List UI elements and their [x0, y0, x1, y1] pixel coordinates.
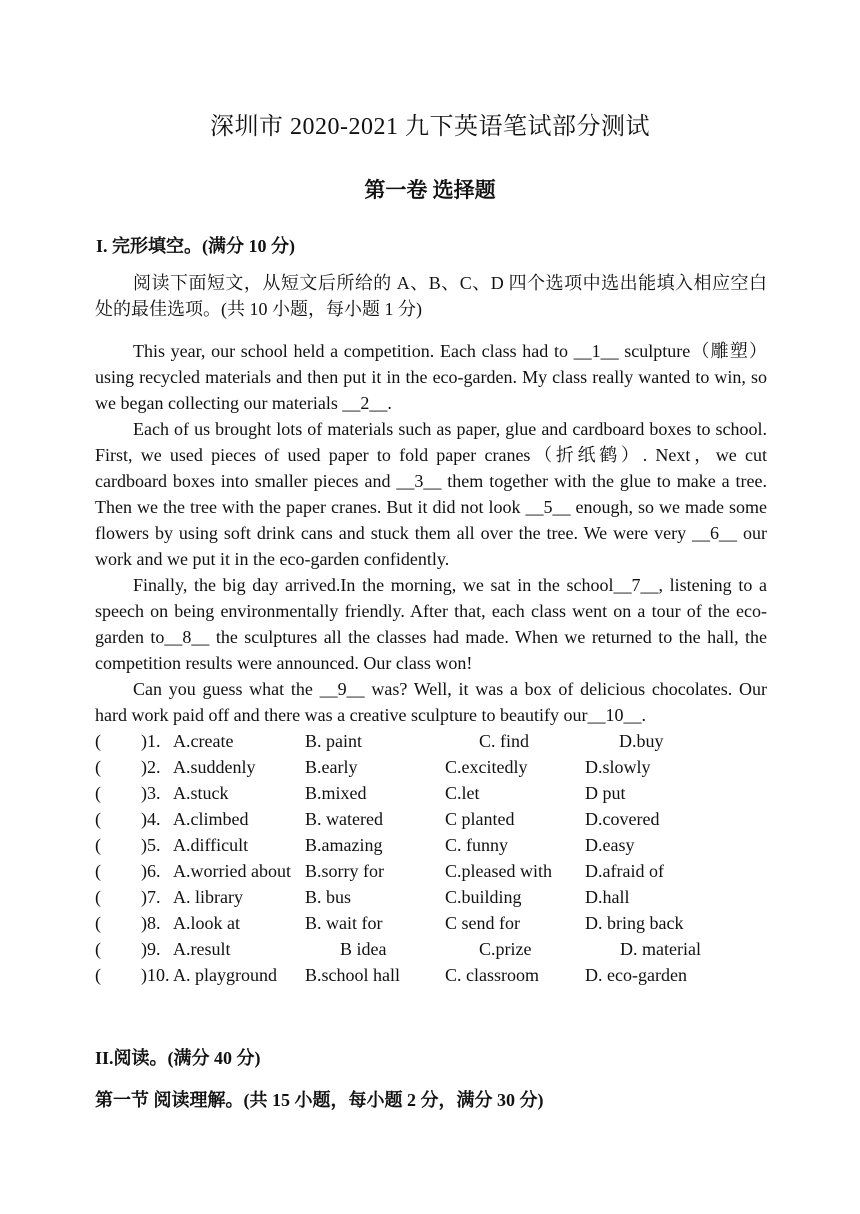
option-row [95, 832, 795, 858]
option-b: B.early [305, 757, 358, 777]
option-a: A.stuck [173, 783, 229, 803]
answer-bracket-open: ( [95, 757, 101, 777]
option-row [95, 858, 795, 884]
option-d: D.slowly [585, 757, 651, 777]
answer-options-list [95, 728, 795, 988]
option-row [95, 728, 795, 754]
option-d: D put [585, 783, 626, 803]
option-b: B. wait for [305, 913, 383, 933]
option-a: A.worried about [173, 861, 291, 881]
option-c: C send for [445, 913, 520, 933]
option-c: C. funny [445, 835, 508, 855]
answer-bracket-open: ( [95, 809, 101, 829]
answer-bracket-open: ( [95, 913, 101, 933]
question-number: )10. [141, 965, 170, 985]
option-d: D.covered [585, 809, 660, 829]
option-a: A. library [173, 887, 243, 907]
answer-bracket-open: ( [95, 861, 101, 881]
option-c: C.excitedly [445, 757, 528, 777]
option-a: A. playground [173, 965, 277, 985]
section-1-instructions: 阅读下面短文，从短文后所给的 A、B、C、D 四个选项中选出能填入相应空白处的最佳选项。(共 10 小题，每小题 1 分) [95, 273, 767, 319]
question-number: )4. [141, 809, 161, 829]
option-row [95, 884, 795, 910]
question-number: )5. [141, 835, 161, 855]
option-d: D.afraid of [585, 861, 664, 881]
option-row [95, 936, 795, 962]
option-row [95, 780, 795, 806]
option-c: C. classroom [445, 965, 539, 985]
option-row [95, 806, 795, 832]
option-d: D. eco-garden [585, 965, 687, 985]
option-d: D. material [620, 939, 701, 959]
question-number: )1. [141, 731, 161, 751]
part-title: 第一卷 选择题 [364, 178, 496, 202]
answer-bracket-open: ( [95, 835, 101, 855]
option-a: A.climbed [173, 809, 249, 829]
section-2-subheading: 第一节 阅读理解。(共 15 小题，每小题 2 分，满分 30 分) [95, 1090, 544, 1110]
question-number: )3. [141, 783, 161, 803]
option-c: C. find [479, 731, 530, 751]
option-d: D.buy [619, 731, 664, 751]
question-number: )9. [141, 939, 161, 959]
option-row [95, 962, 795, 988]
option-b: B. bus [305, 887, 352, 907]
option-b: B.sorry for [305, 861, 384, 881]
option-a: A.difficult [173, 835, 249, 855]
section-2-heading: II.阅读。(满分 40 分) [95, 1048, 261, 1068]
option-c: C.let [445, 783, 480, 803]
section-1-heading: I. 完形填空。(满分 10 分) [96, 236, 295, 256]
option-a: A.result [173, 939, 231, 959]
option-a: A.create [173, 731, 234, 751]
question-number: )2. [141, 757, 161, 777]
option-b: B. paint [305, 731, 362, 751]
option-c: C.building [445, 887, 522, 907]
option-d: D.easy [585, 835, 635, 855]
passage-paragraph-1: This year, our school held a competition. Each class had to __1__ sculpture（雕塑）using recycled materials and then put it in the eco-garden. My class really wanted to win, so we began collecting our materials __2__. [95, 341, 767, 413]
passage-paragraph-4: Can you guess what the __9__ was? Well, it was a box of delicious chocolates. Our hard work paid off and there was a creative sculpture to beautify our__10__. [95, 679, 767, 725]
option-c: C.prize [479, 939, 532, 959]
option-a: A.look at [173, 913, 240, 933]
option-b: B.school hall [305, 965, 400, 985]
option-row [95, 910, 795, 936]
question-number: )7. [141, 887, 161, 907]
option-a: A.suddenly [173, 757, 256, 777]
passage-paragraph-2: Each of us brought lots of materials such as paper, glue and cardboard boxes to school. First, we used pieces of used paper to fold paper cranes（折纸鹤）. Next，we cut cardboard boxes into smaller pieces and __3__ them together with the glue to make a tree. Then we the tree with the paper cranes. But it did not look __5__ enough, so we made some flowers by using soft drink cans and stuck them all over the tree. We were very __6__ our work and we put it in the eco-garden confidently. [95, 419, 767, 569]
option-b: B.mixed [305, 783, 367, 803]
passage-paragraph-3: Finally, the big day arrived.In the morning, we sat in the school__7__, listening to a speech on being environmentally friendly. After that, each class went on a tour of the eco-garden to__8__ the sculptures all the classes had made. When we returned to the hall, the competition results were announced. Our class won! [95, 575, 767, 673]
option-b: B.amazing [305, 835, 383, 855]
document-title: 深圳市 2020-2021 九下英语笔试部分测试 [210, 114, 650, 140]
option-d: D.hall [585, 887, 630, 907]
option-row [95, 754, 795, 780]
option-c: C planted [445, 809, 515, 829]
question-number: )8. [141, 913, 161, 933]
option-d: D. bring back [585, 913, 684, 933]
question-number: )6. [141, 861, 161, 881]
option-c: C.pleased with [445, 861, 552, 881]
answer-bracket-open: ( [95, 965, 101, 985]
option-b: B idea [340, 939, 387, 959]
option-b: B. watered [305, 809, 383, 829]
answer-bracket-open: ( [95, 783, 101, 803]
answer-bracket-open: ( [95, 731, 101, 751]
answer-bracket-open: ( [95, 939, 101, 959]
answer-bracket-open: ( [95, 887, 101, 907]
